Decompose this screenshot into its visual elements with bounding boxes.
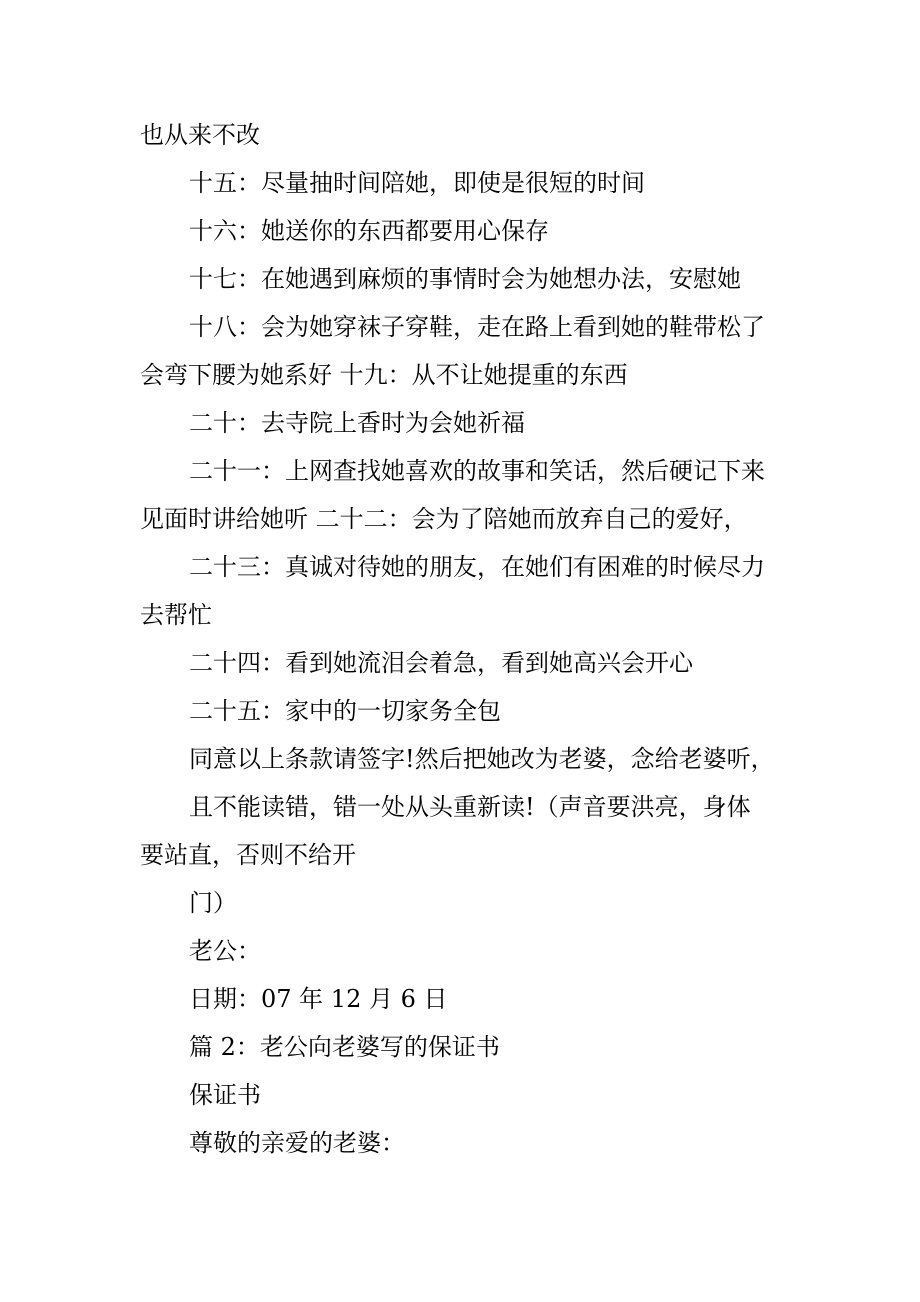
text-line: 日期：07 年 12 月 6 日	[189, 985, 448, 1013]
text-line: 老公：	[189, 937, 261, 965]
text-line: 十五：尽量抽时间陪她，即使是很短的时间	[189, 169, 645, 197]
text-line: 二十五：家中的一切家务全包	[189, 697, 501, 725]
text-line: 二十三：真诚对待她的朋友，在她们有困难的时候尽力	[189, 553, 765, 581]
text-line: 见面时讲给她听 二十二：会为了陪她而放弃自己的爱好，	[140, 505, 748, 533]
text-line: 十六：她送你的东西都要用心保存	[189, 217, 549, 245]
text-line: 十八：会为她穿袜子穿鞋，走在路上看到她的鞋带松了	[189, 313, 765, 341]
text-line: 二十四：看到她流泪会着急，看到她高兴会开心	[189, 649, 693, 677]
section-heading: 篇 2：老公向老婆写的保证书	[189, 1033, 500, 1061]
text-line: 二十：去寺院上香时为会她祈福	[189, 409, 525, 437]
text-line: 门）	[189, 889, 237, 917]
text-line: 会弯下腰为她系好 十九：从不让她提重的东西	[140, 361, 628, 389]
text-line: 也从来不改	[140, 121, 260, 149]
salutation: 尊敬的亲爱的老婆：	[189, 1129, 405, 1157]
text-line: 去帮忙	[140, 601, 212, 629]
text-line: 且不能读错，错一处从头重新读!（声音要洪亮，身体	[189, 793, 751, 821]
text-line: 十七：在她遇到麻烦的事情时会为她想办法，安慰她	[189, 265, 741, 293]
text-line: 同意以上条款请签字!然后把她改为老婆，念给老婆听，	[189, 745, 775, 773]
text-line: 二十一：上网查找她喜欢的故事和笑话，然后硬记下来	[189, 457, 765, 485]
text-line: 要站直，否则不给开	[140, 841, 356, 869]
document-title: 保证书	[189, 1081, 261, 1109]
